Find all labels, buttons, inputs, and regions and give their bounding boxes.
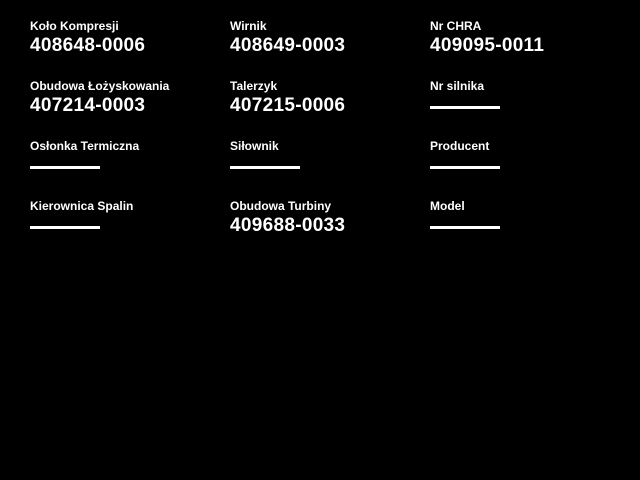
- field-kolo-kompresji: [30, 18, 230, 78]
- field-label: Nr CHRA: [430, 19, 482, 33]
- field-label: Wirnik: [230, 19, 267, 33]
- field-obudowa-lozyskowania: [30, 78, 230, 138]
- field-value: 408648-0006: [30, 35, 146, 56]
- field-label: Osłonka Termiczna: [30, 139, 140, 153]
- field-label: Obudowa Łożyskowania: [30, 79, 170, 93]
- field-value: 407214-0003: [30, 95, 146, 116]
- field-label: Obudowa Turbiny: [230, 199, 332, 213]
- field-silownik: [230, 138, 430, 198]
- field-value-placeholder-line: [430, 106, 630, 109]
- field-label: Nr silnika: [430, 79, 485, 93]
- field-label: Siłownik: [230, 139, 279, 153]
- field-nr-silnika: [430, 78, 630, 138]
- field-label: Model: [430, 199, 465, 213]
- field-wirnik: [230, 18, 430, 78]
- field-value: 408649-0003: [230, 35, 346, 56]
- field-value: 409688-0033: [230, 215, 346, 236]
- field-value: 407215-0006: [230, 95, 346, 116]
- field-value-placeholder-line: [230, 166, 430, 169]
- field-producent: [430, 138, 630, 198]
- field-value-placeholder-line: [30, 166, 230, 169]
- field-value-placeholder-line: [30, 226, 230, 229]
- field-nr-chra: [430, 18, 630, 78]
- field-talerzyk: [230, 78, 430, 138]
- field-value: 409095-0011: [430, 35, 545, 56]
- field-label: Kierownica Spalin: [30, 199, 134, 213]
- field-model: [430, 198, 630, 258]
- field-kierownica-spalin: [30, 198, 230, 258]
- field-label: Talerzyk: [230, 79, 278, 93]
- field-obudowa-turbiny: [230, 198, 430, 258]
- field-value-placeholder-line: [430, 166, 630, 169]
- field-label: Producent: [430, 139, 490, 153]
- field-oslonka-termiczna: [30, 138, 230, 198]
- field-value-placeholder-line: [430, 226, 630, 229]
- field-label: Koło Kompresji: [30, 19, 119, 33]
